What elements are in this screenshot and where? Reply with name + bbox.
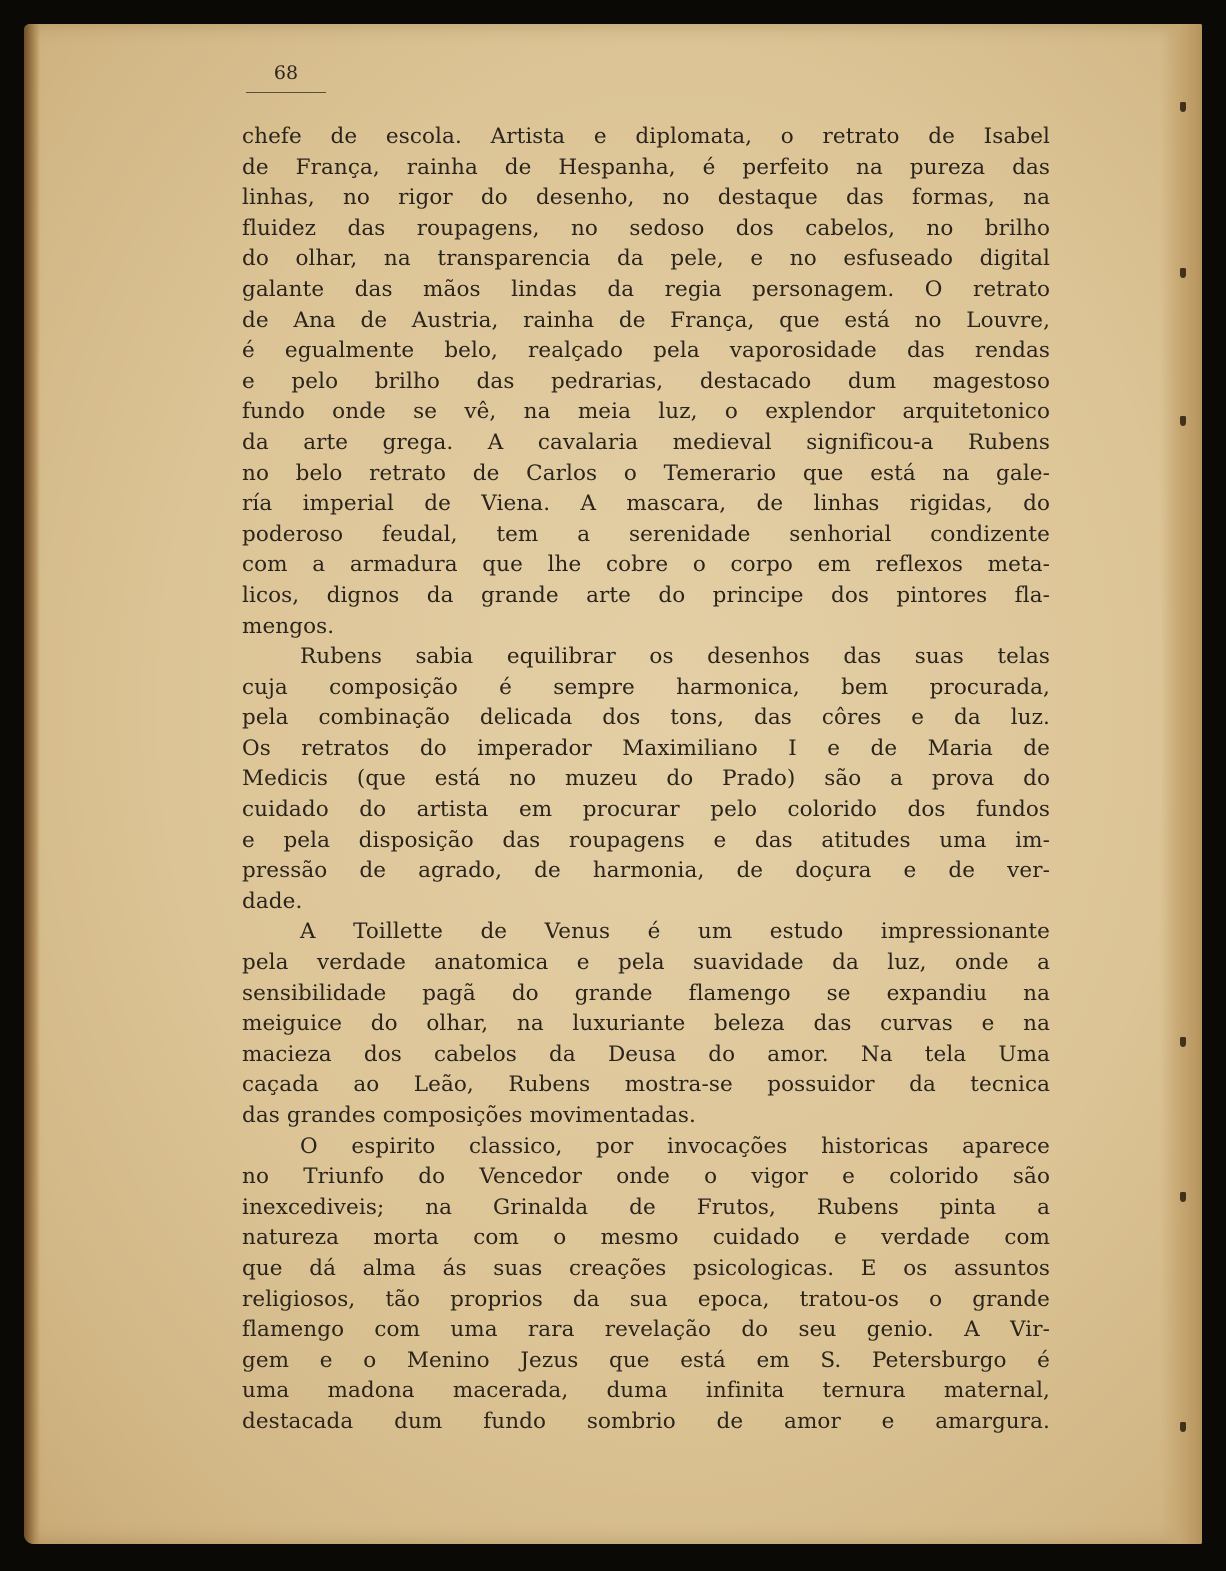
text-line: Os retratos do imperador Maximiliano I e de Maria de: [242, 735, 1050, 761]
text-line: pela combinação delicada dos tons, das côres e da luz.: [242, 705, 1050, 731]
text-line: Medicis (que está no muzeu do Prado) são a prova do: [242, 766, 1050, 792]
text-line: com a armadura que lhe cobre o corpo em reflexos meta-: [242, 552, 1050, 578]
text-line: pela verdade anatomica e pela suavidade da luz, onde a: [242, 950, 1050, 976]
paragraph-first-line: O espirito classico, por invocações historicas aparece: [300, 1133, 1050, 1159]
text-line: fundo onde se vê, na meia luz, o explendor arquitetonico: [242, 399, 1050, 425]
text-line: natureza morta com o mesmo cuidado e verdade com: [242, 1225, 1050, 1251]
body-text: [242, 122, 1050, 1438]
text-line: galante das mãos lindas da regia personagem. O retrato: [242, 276, 1050, 302]
text-line: flamengo com uma rara revelação do seu genio. A Vir-: [242, 1317, 1050, 1343]
text-line: macieza dos cabelos da Deusa do amor. Na tela Uma: [242, 1041, 1050, 1067]
text-line: das grandes composições movimentadas.: [242, 1103, 696, 1128]
text-line: é egualmente belo, realçado pela vaporosidade das rendas: [242, 338, 1050, 364]
text-line: e pela disposição das roupagens e das atitudes uma im-: [242, 827, 1050, 853]
page-right-edge: [1160, 24, 1202, 1544]
text-line: poderoso feudal, tem a serenidade senhorial condizente: [242, 521, 1050, 547]
paragraph-first-line: Rubens sabia equilibrar os desenhos das suas telas: [300, 644, 1050, 670]
text-line: sensibilidade pagã do grande flamengo se expandiu na: [242, 980, 1050, 1006]
text-line: fluidez das roupagens, no sedoso dos cabelos, no brilho: [242, 215, 1050, 241]
edge-ink-mark: [1180, 268, 1186, 278]
text-line: cuidado do artista em procurar pelo colorido dos fundos: [242, 797, 1050, 823]
text-line: cuja composição é sempre harmonica, bem procurada,: [242, 674, 1050, 700]
page-number-rule: [246, 92, 326, 93]
book-page: [24, 24, 1202, 1544]
text-line: e pelo brilho das pedrarias, destacado dum magestoso: [242, 368, 1050, 394]
page-number: 68: [273, 62, 299, 84]
text-line: no belo retrato de Carlos o Temerario que está na gale-: [242, 460, 1050, 486]
text-line: gem e o Menino Jezus que está em S. Petersburgo é: [242, 1347, 1050, 1373]
text-line: que dá alma ás suas creações psicologicas. E os assuntos: [242, 1255, 1050, 1281]
page-spine-shadow: [24, 24, 40, 1544]
text-line: de França, rainha de Hespanha, é perfeito na pureza das: [242, 154, 1050, 180]
text-line: religiosos, tão proprios da sua epoca, tratou-os o grande: [242, 1286, 1050, 1312]
text-line: mengos.: [242, 613, 335, 639]
text-line: meiguice do olhar, na luxuriante beleza das curvas e na: [242, 1011, 1050, 1037]
text-line: caçada ao Leão, Rubens mostra-se possuidor da tecnica: [242, 1072, 1050, 1098]
edge-ink-mark: [1180, 102, 1186, 112]
text-line: uma madona macerada, duma infinita ternura maternal,: [242, 1378, 1050, 1404]
text-line: destacada dum fundo sombrio de amor e amargura.: [242, 1408, 1050, 1434]
text-line: da arte grega. A cavalaria medieval significou-a Rubens: [242, 429, 1050, 455]
text-line: dade.: [242, 888, 303, 914]
paragraph-first-line: A Toillette de Venus é um estudo impressionante: [300, 919, 1050, 945]
text-line: inexcediveis; na Grinalda de Frutos, Rubens pinta a: [242, 1194, 1050, 1220]
text-line: chefe de escola. Artista e diplomata, o retrato de Isabel: [242, 124, 1050, 149]
text-line: do olhar, na transparencia da pele, e no esfuseado digital: [242, 246, 1050, 272]
text-line: linhas, no rigor do desenho, no destaque das formas, na: [242, 185, 1050, 211]
edge-ink-mark: [1180, 416, 1186, 426]
edge-ink-mark: [1180, 1422, 1186, 1432]
text-line: licos, dignos da grande arte do principe dos pintores fla-: [242, 582, 1050, 608]
text-line: ría imperial de Viena. A mascara, de linhas rigidas, do: [242, 491, 1050, 517]
text-line: de Ana de Austria, rainha de França, que está no Louvre,: [242, 307, 1050, 333]
edge-ink-mark: [1180, 1037, 1186, 1047]
edge-ink-mark: [1180, 1192, 1186, 1202]
text-line: pressão de agrado, de harmonia, de doçura e de ver-: [242, 858, 1050, 884]
text-line: no Triunfo do Vencedor onde o vigor e colorido são: [242, 1164, 1050, 1190]
